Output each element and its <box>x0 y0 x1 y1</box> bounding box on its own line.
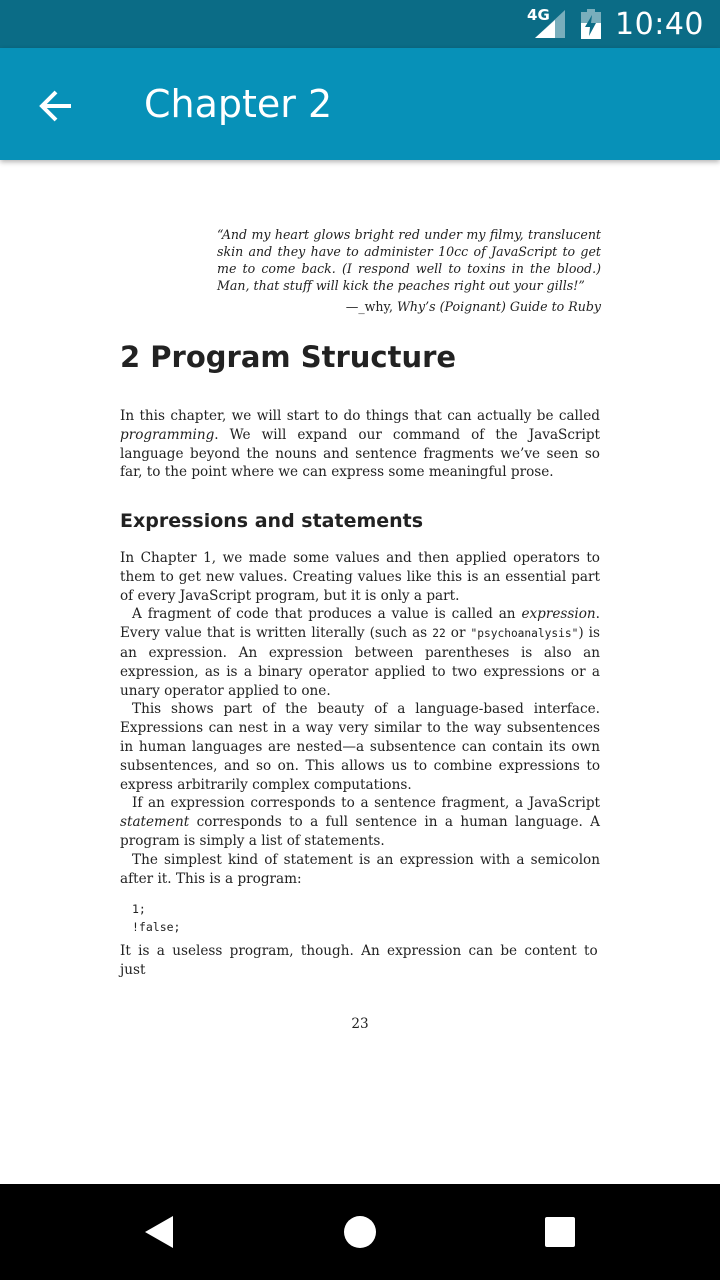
p2-text-d: ) is an expression. An expression between parentheses is also an expression, as is a binary operator applied to two expressions or a unary operator applied to one. <box>120 625 601 699</box>
paragraph-6 <box>120 942 600 980</box>
status-bar <box>0 0 720 48</box>
intro-text-b: . We will expand our command of the JavaScript language beyond the nouns and sentence fragments we’ve seen so far, to the point where we can express some meaningful prose. <box>120 426 600 481</box>
arrow-left-icon <box>38 88 74 124</box>
intro-term: programming <box>120 426 215 443</box>
document-page[interactable] <box>0 160 720 1184</box>
back-button[interactable] <box>28 78 84 134</box>
paragraph-2 <box>120 605 600 700</box>
term-statement: statement <box>120 814 190 831</box>
code-line-1: 1; <box>132 902 146 916</box>
section-heading: Expressions and statements <box>120 510 424 532</box>
nav-back-button[interactable] <box>136 1208 184 1256</box>
nav-recents-button[interactable] <box>536 1208 584 1256</box>
code-22: 22 <box>432 627 446 641</box>
p4-text-a: If an expression corresponds to a sentence fragment, a JavaScript <box>132 795 600 812</box>
p4-text-b: corresponds to a full sentence in a human language. A program is simply a list of statements. <box>120 814 600 849</box>
attribution-prefix: —_why, <box>345 299 397 314</box>
nav-home-button[interactable] <box>336 1208 384 1256</box>
page-title: Chapter 2 <box>144 82 333 126</box>
paragraph-6-text: It is a useless program, though. An expression can be content to just <box>120 943 598 978</box>
circle-home-icon <box>343 1215 377 1249</box>
triangle-back-icon <box>143 1214 177 1250</box>
section-body <box>120 549 600 888</box>
attribution-source: Why’s (Poignant) Guide to Ruby <box>396 299 601 314</box>
code-line-2: !false; <box>132 920 181 934</box>
p2-text-b: . Every value that is written literally (such as <box>120 606 600 642</box>
epigraph-quote: “And my heart glows bright red under my filmy, translucent skin and they have to administer 10cc of JavaScript to get me to come back. (I respond well to toxins in the blood.) Man, that stuff will kick the peaches right out your gills!” <box>217 227 601 293</box>
p2-text-a: A fragment of code that produces a value is called an <box>132 606 522 623</box>
battery-charging-icon <box>581 9 601 39</box>
epigraph-attribution <box>217 298 601 315</box>
page-number: 23 <box>351 1016 369 1032</box>
cellular-signal-icon <box>527 6 567 40</box>
paragraph-1: In Chapter 1, we made some values and then applied operators to them to get new values. Creating values like this is an essential part of every JavaScript program, but it is only a part. <box>120 550 600 604</box>
p2-text-c: or <box>445 625 471 642</box>
square-recents-icon <box>544 1216 576 1248</box>
paragraph-5: The simplest kind of statement is an expression with a semicolon after it. This is a program: <box>120 851 600 887</box>
navigation-bar <box>0 1184 720 1280</box>
clock: 10:40 <box>615 6 704 42</box>
app-bar <box>0 48 720 160</box>
status-icons <box>527 0 704 48</box>
chapter-heading: 2 Program Structure <box>120 340 457 374</box>
paragraph-4 <box>120 794 600 850</box>
intro-text-a: In this chapter, we will start to do things that can actually be called <box>120 408 600 424</box>
code-block <box>132 900 180 936</box>
code-psychoanalysis: "psychoanalysis" <box>470 627 579 641</box>
intro-paragraph <box>120 407 600 482</box>
network-type: 4G <box>527 6 550 24</box>
term-expression: expression <box>521 606 596 623</box>
paragraph-3: This shows part of the beauty of a language-based interface. Expressions can nest in a way very similar to the way subsentences in human languages are nested—a subsentence can contain its own subsentences, and so on. This allows us to combine expressions to express arbitrarily complex computations. <box>120 701 600 793</box>
